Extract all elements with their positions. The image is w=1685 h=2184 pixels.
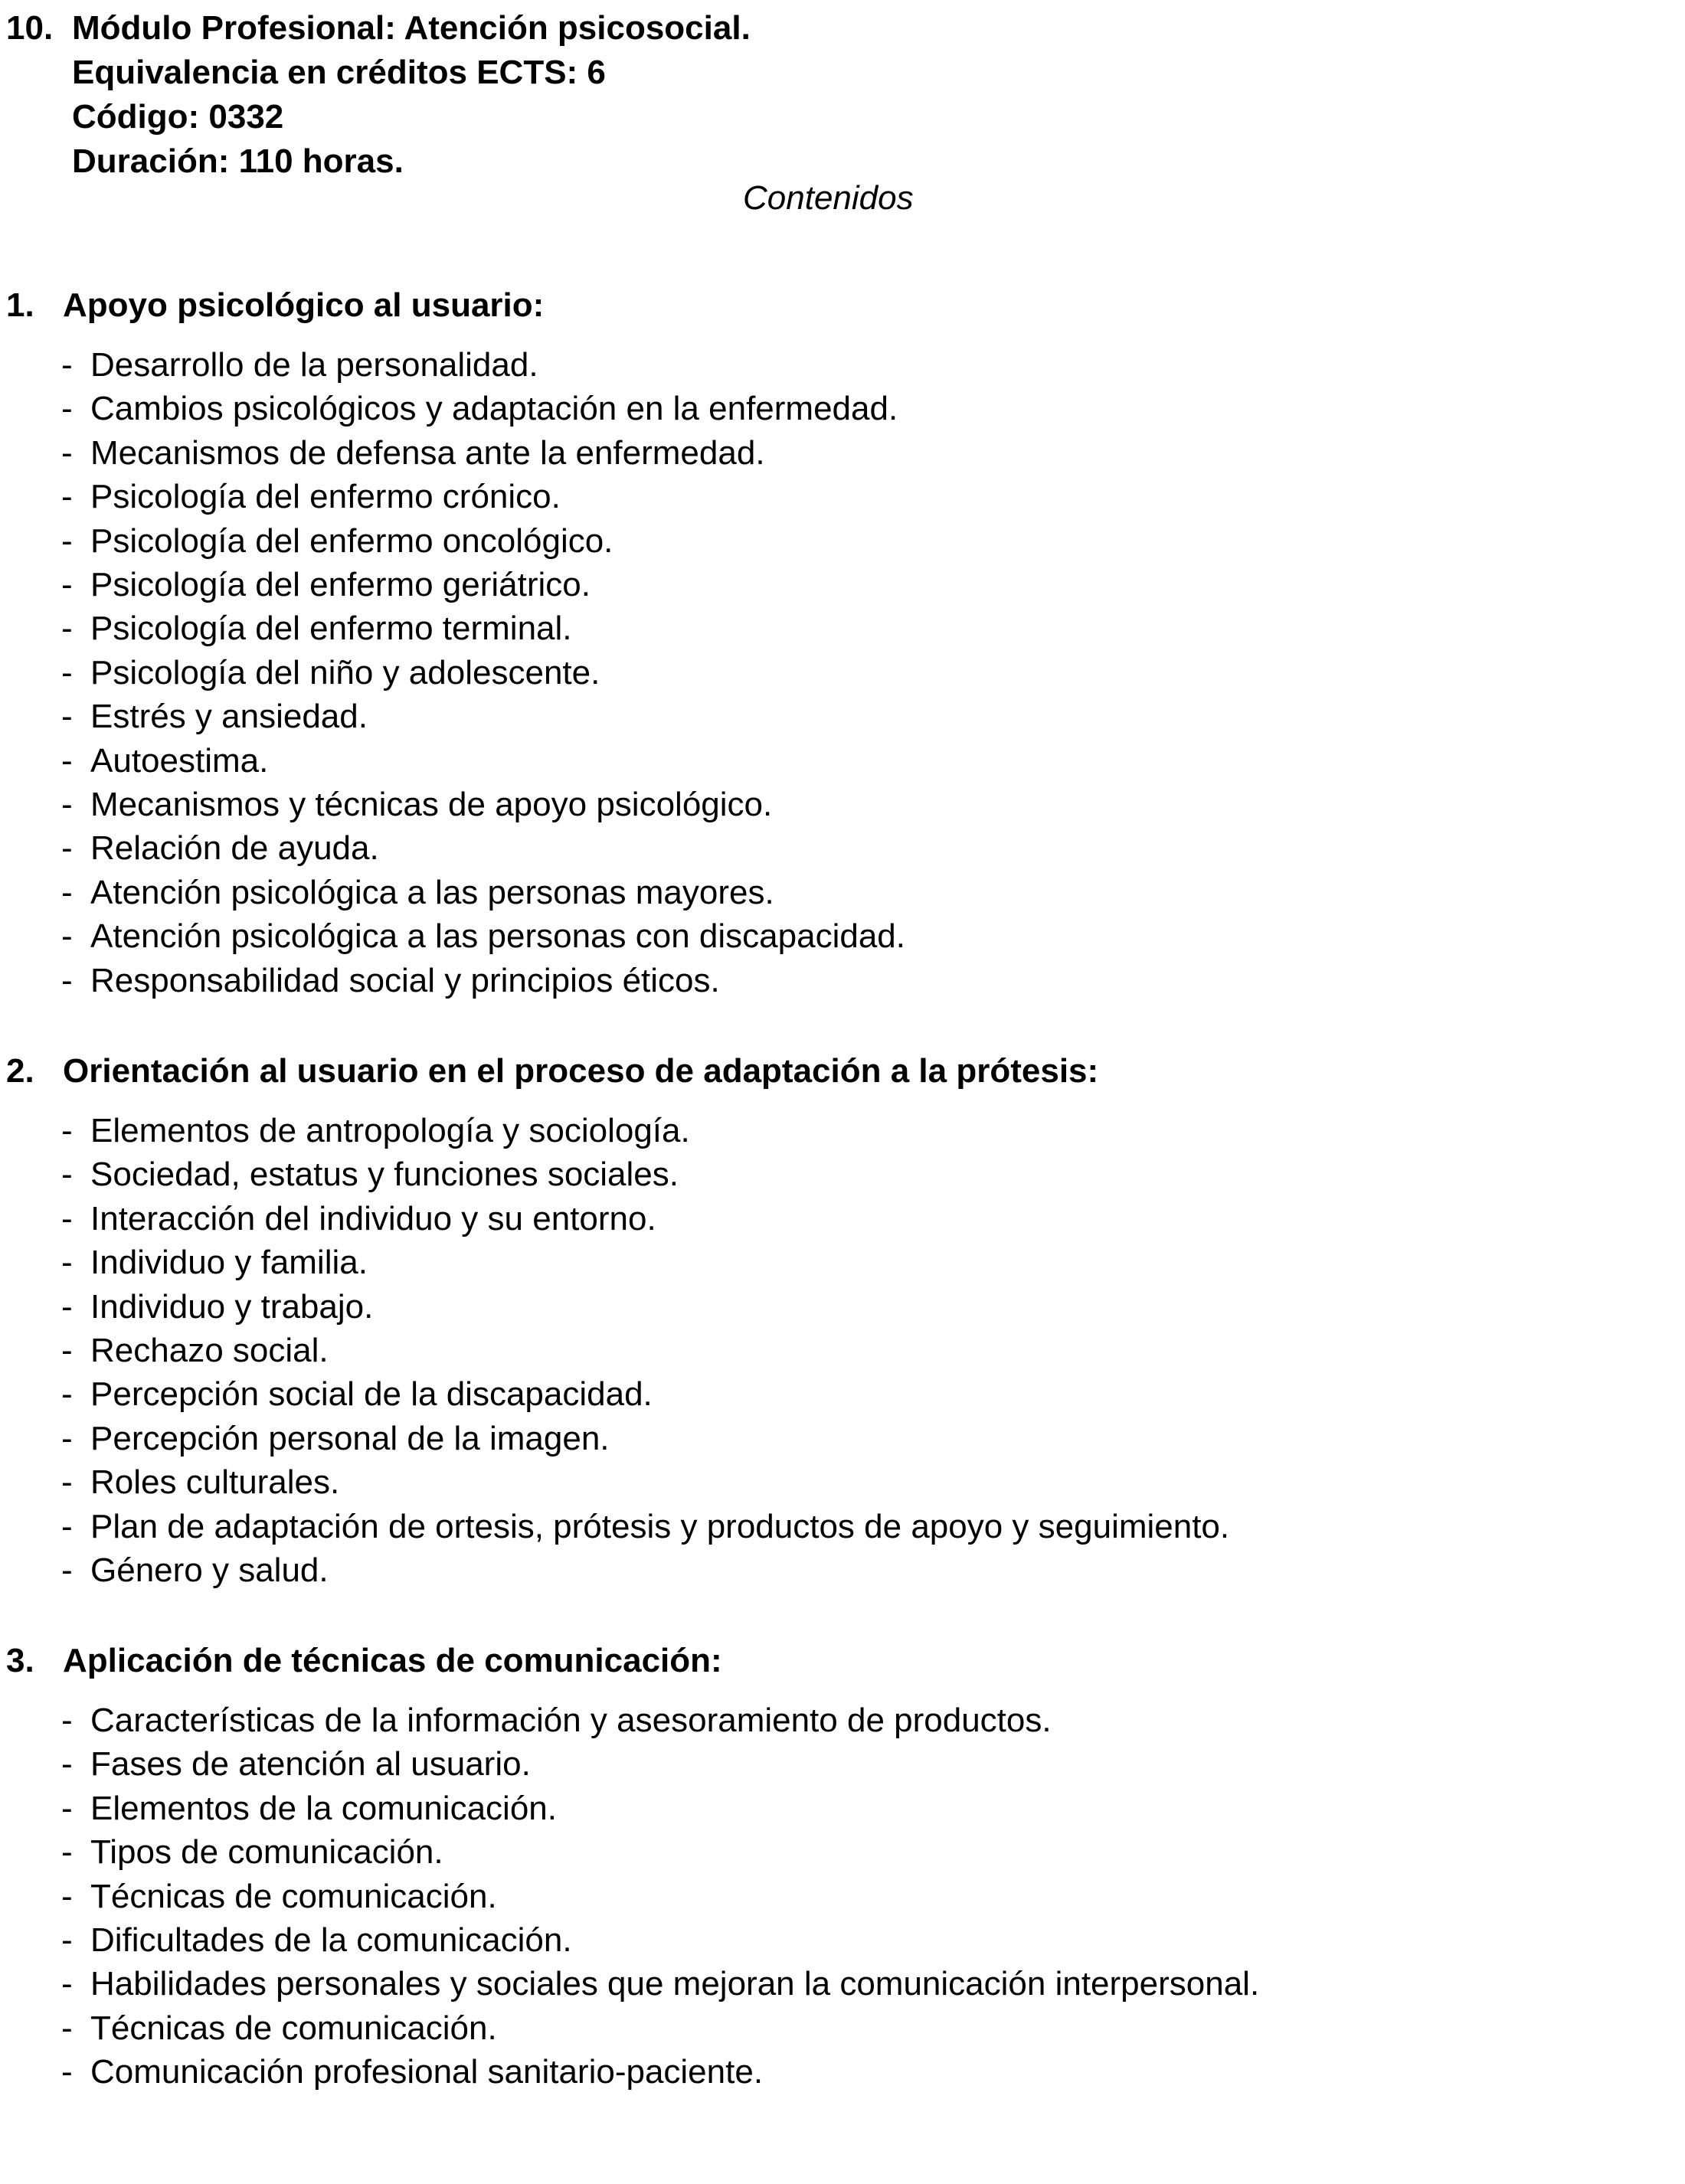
list-item: - Habilidades personales y sociales que mejoran la comunicación interpersonal.: [6, 1962, 1676, 2006]
dash-bullet: -: [61, 1921, 73, 1960]
dash-bullet: -: [61, 1199, 73, 1237]
list-item: - Sociedad, estatus y funciones sociales.: [6, 1152, 1676, 1196]
dash-bullet: -: [61, 1877, 73, 1915]
dash-bullet: -: [61, 1507, 73, 1545]
dash-bullet: -: [61, 653, 73, 691]
dash-bullet: -: [61, 2009, 73, 2047]
section-item-list: [6, 1109, 1676, 1592]
list-item: - Interacción del individuo y su entorno.: [6, 1197, 1676, 1241]
list-item: - Mecanismos y técnicas de apoyo psicológico.: [6, 783, 1676, 826]
list-item: - Responsabilidad social y principios éticos.: [6, 959, 1676, 1002]
list-item: - Plan de adaptación de ortesis, prótesis y productos de apoyo y seguimiento.: [6, 1505, 1676, 1548]
module-duration: Duración: 110 horas.: [72, 142, 404, 180]
module-header: [6, 6, 751, 184]
module-title: Módulo Profesional: Atención psicosocial.: [72, 9, 751, 47]
module-number: 10.: [6, 9, 54, 47]
list-item: - Estrés y ansiedad.: [6, 695, 1676, 738]
section-3: [6, 1639, 1676, 2094]
list-item: - Desarrollo de la personalidad.: [6, 343, 1676, 387]
section-item-list: [6, 1698, 1676, 2094]
section-heading: Aplicación de técnicas de comunicación:: [63, 1642, 722, 1679]
section-title: [6, 1049, 1676, 1094]
list-item: - Rechazo social.: [6, 1329, 1676, 1372]
section-1: [6, 283, 1676, 1002]
dash-bullet: -: [61, 1965, 73, 2003]
dash-bullet: -: [61, 1244, 73, 1282]
list-item: - Cambios psicológicos y adaptación en la enfermedad.: [6, 387, 1676, 430]
dash-bullet: -: [61, 1287, 73, 1326]
dash-bullet: -: [61, 610, 73, 648]
list-item: - Fases de atención al usuario.: [6, 1742, 1676, 1786]
list-item: - Género y salud.: [6, 1548, 1676, 1592]
list-item: - Psicología del niño y adolescente.: [6, 651, 1676, 695]
dash-bullet: -: [61, 2053, 73, 2091]
dash-bullet: -: [61, 1332, 73, 1370]
list-item: - Percepción personal de la imagen.: [6, 1417, 1676, 1460]
list-item: - Elementos de la comunicación.: [6, 1787, 1676, 1830]
dash-bullet: -: [61, 1156, 73, 1194]
list-item: - Roles culturales.: [6, 1460, 1676, 1504]
dash-bullet: -: [61, 478, 73, 516]
list-item: - Psicología del enfermo crónico.: [6, 475, 1676, 518]
list-item: - Psicología del enfermo terminal.: [6, 606, 1676, 650]
dash-bullet: -: [61, 1419, 73, 1457]
dash-bullet: -: [61, 433, 73, 472]
list-item: - Características de la información y asesoramiento de productos.: [6, 1698, 1676, 1742]
dash-bullet: -: [61, 566, 73, 604]
dash-bullet: -: [61, 698, 73, 736]
list-item: - Atención psicológica a las personas mayores.: [6, 871, 1676, 914]
dash-bullet: -: [61, 1551, 73, 1590]
list-item: - Psicología del enfermo geriátrico.: [6, 563, 1676, 606]
list-item: - Autoestima.: [6, 739, 1676, 783]
dash-bullet: -: [61, 1745, 73, 1783]
dash-bullet: -: [61, 1112, 73, 1149]
dash-bullet: -: [61, 917, 73, 956]
dash-bullet: -: [61, 741, 73, 780]
section-number: 1.: [6, 286, 34, 324]
list-item: - Comunicación profesional sanitario-paciente.: [6, 2050, 1676, 2094]
list-item: - Relación de ayuda.: [6, 826, 1676, 870]
dash-bullet: -: [61, 521, 73, 560]
list-item: - Elementos de antropología y sociología.: [6, 1109, 1676, 1152]
section-number: 2.: [6, 1052, 34, 1090]
list-item: - Individuo y trabajo.: [6, 1285, 1676, 1329]
dash-bullet: -: [61, 1463, 73, 1502]
section-item-list: [6, 343, 1676, 1002]
list-item: - Técnicas de comunicación.: [6, 2006, 1676, 2050]
contents-heading: Contenidos: [743, 179, 914, 217]
list-item: - Dificultades de la comunicación.: [6, 1918, 1676, 1962]
dash-bullet: -: [61, 961, 73, 999]
module-ects: Equivalencia en créditos ECTS: 6: [72, 54, 606, 91]
dash-bullet: -: [61, 346, 73, 384]
section-heading: Orientación al usuario en el proceso de adaptación a la prótesis:: [63, 1052, 1099, 1090]
dash-bullet: -: [61, 1789, 73, 1827]
list-item: - Técnicas de comunicación.: [6, 1875, 1676, 1918]
list-item: - Atención psicológica a las personas con discapacidad.: [6, 914, 1676, 958]
dash-bullet: -: [61, 829, 73, 868]
dash-bullet: -: [61, 1702, 73, 1739]
section-2: [6, 1049, 1676, 1592]
section-number: 3.: [6, 1642, 34, 1679]
list-item: - Individuo y familia.: [6, 1241, 1676, 1284]
list-item: - Mecanismos de defensa ante la enfermedad.: [6, 431, 1676, 475]
list-item: - Psicología del enfermo oncológico.: [6, 519, 1676, 563]
list-item: - Tipos de comunicación.: [6, 1830, 1676, 1874]
section-title: [6, 1639, 1676, 1683]
dash-bullet: -: [61, 786, 73, 824]
list-item: - Percepción social de la discapacidad.: [6, 1372, 1676, 1416]
section-heading: Apoyo psicológico al usuario:: [63, 286, 545, 324]
dash-bullet: -: [61, 390, 73, 428]
module-title-line: [6, 6, 751, 51]
dash-bullet: -: [61, 1375, 73, 1414]
dash-bullet: -: [61, 873, 73, 911]
dash-bullet: -: [61, 1833, 73, 1872]
module-code: Código: 0332: [72, 98, 284, 136]
section-title: [6, 283, 1676, 328]
